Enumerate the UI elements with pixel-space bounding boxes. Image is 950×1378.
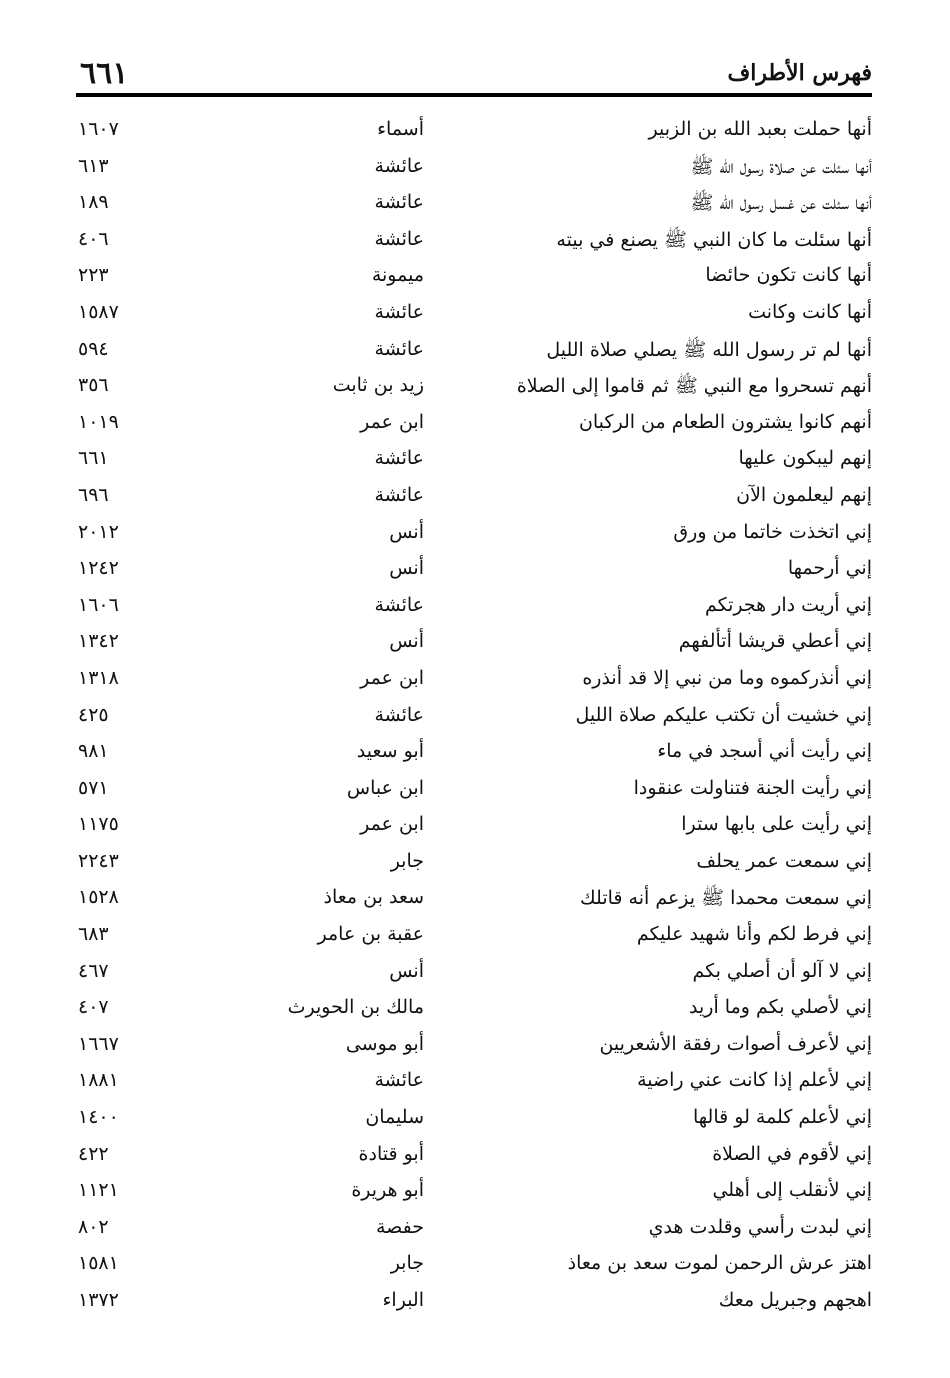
- narrator-name: عائشة: [374, 703, 424, 726]
- narrator-name: ابن عمر: [360, 813, 424, 836]
- hadith-number: ٦١٣: [78, 154, 109, 177]
- hadith-number: ١٠١٩: [78, 410, 119, 433]
- narrator-name: سليمان: [365, 1106, 424, 1129]
- hadith-number: ١٣٤٢: [78, 630, 119, 653]
- hadith-number: ٦٩٦: [78, 483, 109, 506]
- hadith-number: ١٦٠٦: [78, 593, 119, 616]
- index-row: [0, 334, 950, 371]
- hadith-incipit: أنها لم تر رسول الله ﷺ يصلي صلاة الليل: [546, 338, 872, 361]
- running-title: فهرس الأطراف: [727, 60, 872, 86]
- hadith-number: ٤٢٥: [78, 703, 109, 726]
- hadith-incipit: إني اتخذت خاتما من ورق: [673, 520, 872, 543]
- index-row: [0, 590, 950, 627]
- hadith-number: ١٣١٨: [78, 666, 119, 689]
- hadith-incipit: إني خشيت أن تكتب عليكم صلاة الليل: [575, 703, 872, 726]
- narrator-name: جابر: [390, 1252, 424, 1275]
- narrator-name: أنس: [389, 520, 424, 543]
- hadith-number: ٤٦٧: [78, 959, 109, 982]
- index-row: [0, 480, 950, 517]
- narrator-name: جابر: [390, 849, 424, 872]
- hadith-incipit: إني أعطي قريشا أتألفهم: [678, 630, 872, 653]
- hadith-incipit: أنها كانت تكون حائضا: [705, 264, 872, 287]
- hadith-number: ٤٠٦: [78, 227, 109, 250]
- narrator-name: أبو هريرة: [351, 1179, 424, 1202]
- hadith-incipit: أنها كانت وكانت: [748, 300, 872, 323]
- index-row: [0, 700, 950, 737]
- narrator-name: أسماء: [377, 118, 424, 140]
- narrator-name: أنس: [389, 959, 424, 982]
- narrator-name: أبو سعيد: [356, 740, 424, 763]
- narrator-name: أنس: [389, 557, 424, 580]
- hadith-incipit: إني أرحمها: [787, 557, 872, 580]
- hadith-incipit: إني لا آلو أن أصلي بكم: [692, 959, 872, 982]
- index-row: [0, 1285, 950, 1322]
- narrator-name: عائشة: [374, 447, 424, 470]
- page-number: ٦٦١: [80, 56, 129, 91]
- index-row: [0, 809, 950, 846]
- hadith-number: ٢٢٣: [78, 264, 109, 287]
- narrator-name: سعد بن معاذ: [323, 886, 424, 909]
- index-row: [0, 956, 950, 993]
- hadith-number: ١٨٩: [78, 191, 109, 214]
- hadith-number: ١٥٨٧: [78, 300, 119, 323]
- narrator-name: عائشة: [374, 593, 424, 616]
- hadith-incipit: إنهم ليعلمون الآن: [736, 483, 872, 506]
- hadith-number: ١٦٠٧: [78, 118, 119, 140]
- narrator-name: حفصة: [375, 1215, 424, 1238]
- hadith-incipit: إنهم ليبكون عليها: [738, 447, 872, 470]
- narrator-name: ميمونة: [371, 264, 424, 287]
- hadith-incipit: اهجهم وجبريل معك: [718, 1289, 872, 1311]
- index-row: [0, 517, 950, 554]
- narrator-name: زيد بن ثابت: [332, 374, 424, 397]
- index-row: [0, 1065, 950, 1102]
- index-row: [0, 1102, 950, 1139]
- index-row: [0, 919, 950, 956]
- hadith-number: ١٥٢٨: [78, 886, 119, 909]
- hadith-incipit: إني لأعلم إذا كانت عني راضية: [637, 1069, 872, 1092]
- narrator-name: عائشة: [374, 1069, 424, 1092]
- index-row: [0, 736, 950, 773]
- hadith-incipit: اهتز عرش الرحمن لموت سعد بن معاذ: [567, 1252, 872, 1275]
- hadith-number: ٢٠١٢: [78, 520, 119, 543]
- narrator-name: عائشة: [374, 191, 424, 214]
- hadith-incipit: أنها سئلت ما كان النبي ﷺ يصنع في بيته: [556, 228, 872, 251]
- narrator-name: عائشة: [374, 483, 424, 506]
- hadith-number: ١٣٧٢: [78, 1289, 119, 1311]
- index-row: [0, 443, 950, 480]
- hadith-number: ١٨٨١: [78, 1069, 119, 1092]
- index-row: [0, 846, 950, 883]
- hadith-number: ١١٧٥: [78, 813, 119, 836]
- narrator-name: أنس: [389, 630, 424, 653]
- index-row: [0, 187, 950, 224]
- hadith-number: ١١٢١: [78, 1179, 119, 1202]
- hadith-number: ٤٢٢: [78, 1142, 109, 1165]
- narrator-name: عائشة: [374, 300, 424, 323]
- index-list: [0, 114, 950, 1322]
- index-row: [0, 663, 950, 700]
- hadith-incipit: أنها سئلت عن غسل رسول الله ﷺ: [690, 192, 872, 215]
- index-row: [0, 1175, 950, 1212]
- narrator-name: عائشة: [374, 337, 424, 360]
- hadith-incipit: إني رأيت على بابها سترا: [681, 813, 872, 836]
- hadith-number: ٥٩٤: [78, 337, 109, 360]
- hadith-incipit: إني لأقوم في الصلاة: [712, 1142, 872, 1165]
- narrator-name: عائشة: [374, 154, 424, 177]
- hadith-incipit: أنهم تسحروا مع النبي ﷺ ثم قاموا إلى الصلاة: [516, 375, 872, 398]
- index-row: [0, 297, 950, 334]
- index-row: [0, 992, 950, 1029]
- hadith-number: ٩٨١: [78, 740, 109, 763]
- hadith-number: ١٦٦٧: [78, 1032, 119, 1055]
- hadith-number: ١٤٠٠: [78, 1106, 119, 1129]
- index-row: [0, 553, 950, 590]
- index-row: [0, 773, 950, 810]
- hadith-incipit: إني سمعت عمر يحلف: [696, 849, 872, 872]
- hadith-incipit: إني رأيت أني أسجد في ماء: [657, 740, 872, 763]
- hadith-number: ١٥٨١: [78, 1252, 119, 1275]
- index-row: [0, 1139, 950, 1176]
- narrator-name: عائشة: [374, 227, 424, 250]
- hadith-incipit: أنهم كانوا يشترون الطعام من الركبان: [578, 410, 872, 433]
- index-row: [0, 151, 950, 188]
- hadith-incipit: إني رأيت الجنة فتناولت عنقودا: [633, 776, 872, 799]
- header-rule: [76, 93, 872, 97]
- hadith-number: ٤٠٧: [78, 996, 109, 1019]
- narrator-name: أبو موسى: [345, 1032, 424, 1055]
- index-row: [0, 114, 950, 151]
- hadith-number: ٥٧١: [78, 776, 109, 799]
- hadith-number: ٦٨٣: [78, 923, 109, 946]
- hadith-incipit: إني أنذركموه وما من نبي إلا قد أنذره: [582, 666, 872, 689]
- index-row: [0, 626, 950, 663]
- hadith-number: ٨٠٢: [78, 1215, 109, 1238]
- index-row: [0, 1029, 950, 1066]
- hadith-incipit: إني لأعرف أصوات رفقة الأشعريين: [599, 1032, 872, 1055]
- hadith-number: ٣٥٦: [78, 374, 109, 397]
- hadith-number: ١٢٤٢: [78, 557, 119, 580]
- hadith-number: ٢٢٤٣: [78, 849, 119, 872]
- index-row: [0, 224, 950, 261]
- index-row: [0, 407, 950, 444]
- narrator-name: البراء: [382, 1289, 424, 1311]
- narrator-name: ابن عباس: [346, 776, 424, 799]
- narrator-name: عقبة بن عامر: [317, 923, 424, 946]
- index-row: [0, 882, 950, 919]
- page-header: [76, 58, 872, 92]
- hadith-number: ٦٦١: [78, 447, 109, 470]
- narrator-name: أبو قتادة: [358, 1142, 424, 1165]
- narrator-name: مالك بن الحويرث: [287, 996, 424, 1019]
- narrator-name: ابن عمر: [360, 410, 424, 433]
- hadith-incipit: أنها سئلت عن صلاة رسول الله ﷺ: [690, 155, 872, 178]
- hadith-incipit: إني لأعلم كلمة لو قالها: [693, 1106, 872, 1129]
- index-row: [0, 1212, 950, 1249]
- narrator-name: ابن عمر: [360, 666, 424, 689]
- hadith-incipit: إني لأنقلب إلى أهلي: [712, 1179, 872, 1202]
- hadith-incipit: إني أريت دار هجرتكم: [704, 593, 872, 616]
- index-row: [0, 1248, 950, 1285]
- hadith-incipit: إني لبدت رأسي وقلدت هدي: [648, 1215, 872, 1238]
- hadith-incipit: إني سمعت محمدا ﷺ يزعم أنه قاتلك: [580, 887, 872, 910]
- hadith-incipit: أنها حملت بعبد الله بن الزبير: [648, 118, 872, 140]
- index-row: [0, 260, 950, 297]
- hadith-incipit: إني لأصلي بكم وما أريد: [689, 996, 872, 1019]
- hadith-incipit: إني فرط لكم وأنا شهيد عليكم: [636, 923, 872, 946]
- index-row: [0, 370, 950, 407]
